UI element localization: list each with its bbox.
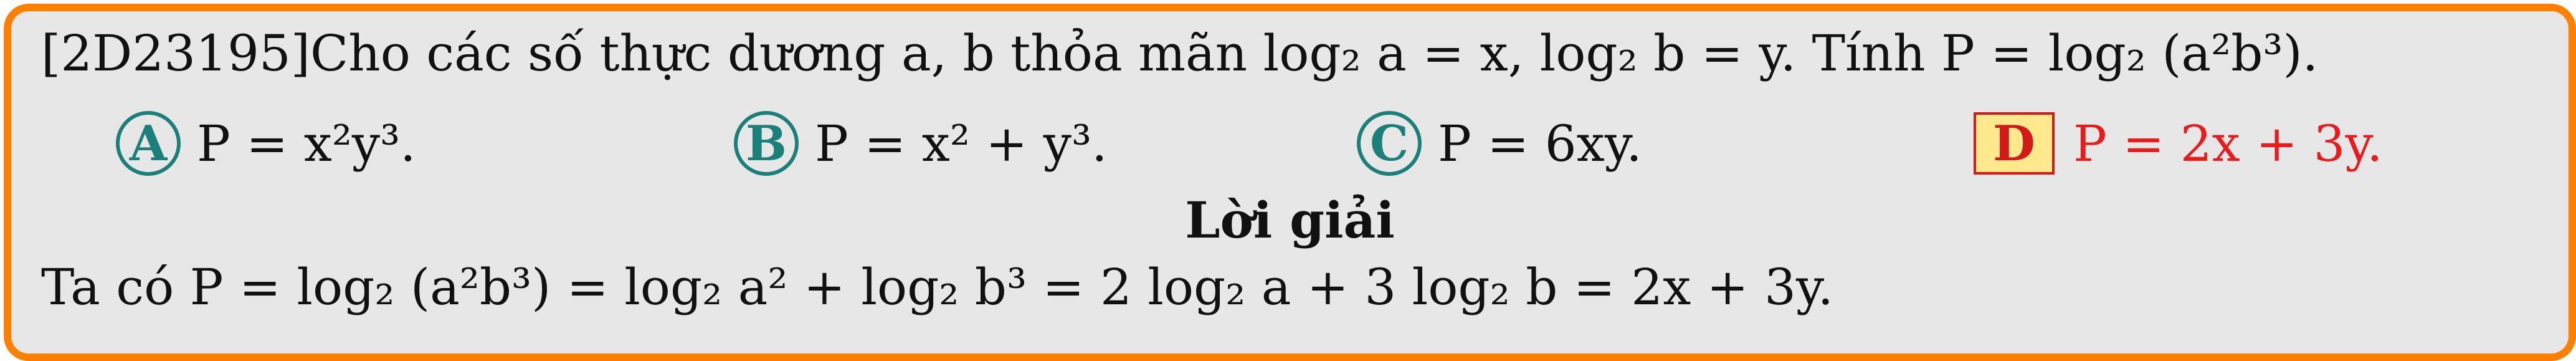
- option-a-badge: A: [116, 111, 181, 176]
- option-d-text: P = 2x + 3y.: [2073, 114, 2383, 173]
- option-b[interactable]: [734, 112, 1108, 175]
- option-a[interactable]: [116, 112, 416, 175]
- option-b-text: P = x² + y³.: [815, 114, 1108, 173]
- option-c-text: P = 6xy.: [1438, 114, 1642, 173]
- question-card: [4, 4, 2576, 361]
- solution-text: Ta có P = log₂ (a²b³) = log₂ a² + log₂ b³ = 2 log₂ a + 3 log₂ b = 2x + 3y.: [41, 258, 1834, 316]
- option-c[interactable]: [1357, 112, 1642, 175]
- solution-heading: Lời giải: [1185, 191, 1395, 249]
- option-d-badge: D: [1974, 112, 2055, 175]
- option-c-badge: C: [1357, 111, 1422, 176]
- option-d[interactable]: [1974, 112, 2383, 175]
- question-text: [2D23195]Cho các số thực dương a, b thỏa mãn log₂ a = x, log₂ b = y. Tính P = log₂ (a²b³).: [41, 24, 2319, 82]
- option-a-text: P = x²y³.: [197, 114, 416, 173]
- option-b-badge: B: [734, 111, 799, 176]
